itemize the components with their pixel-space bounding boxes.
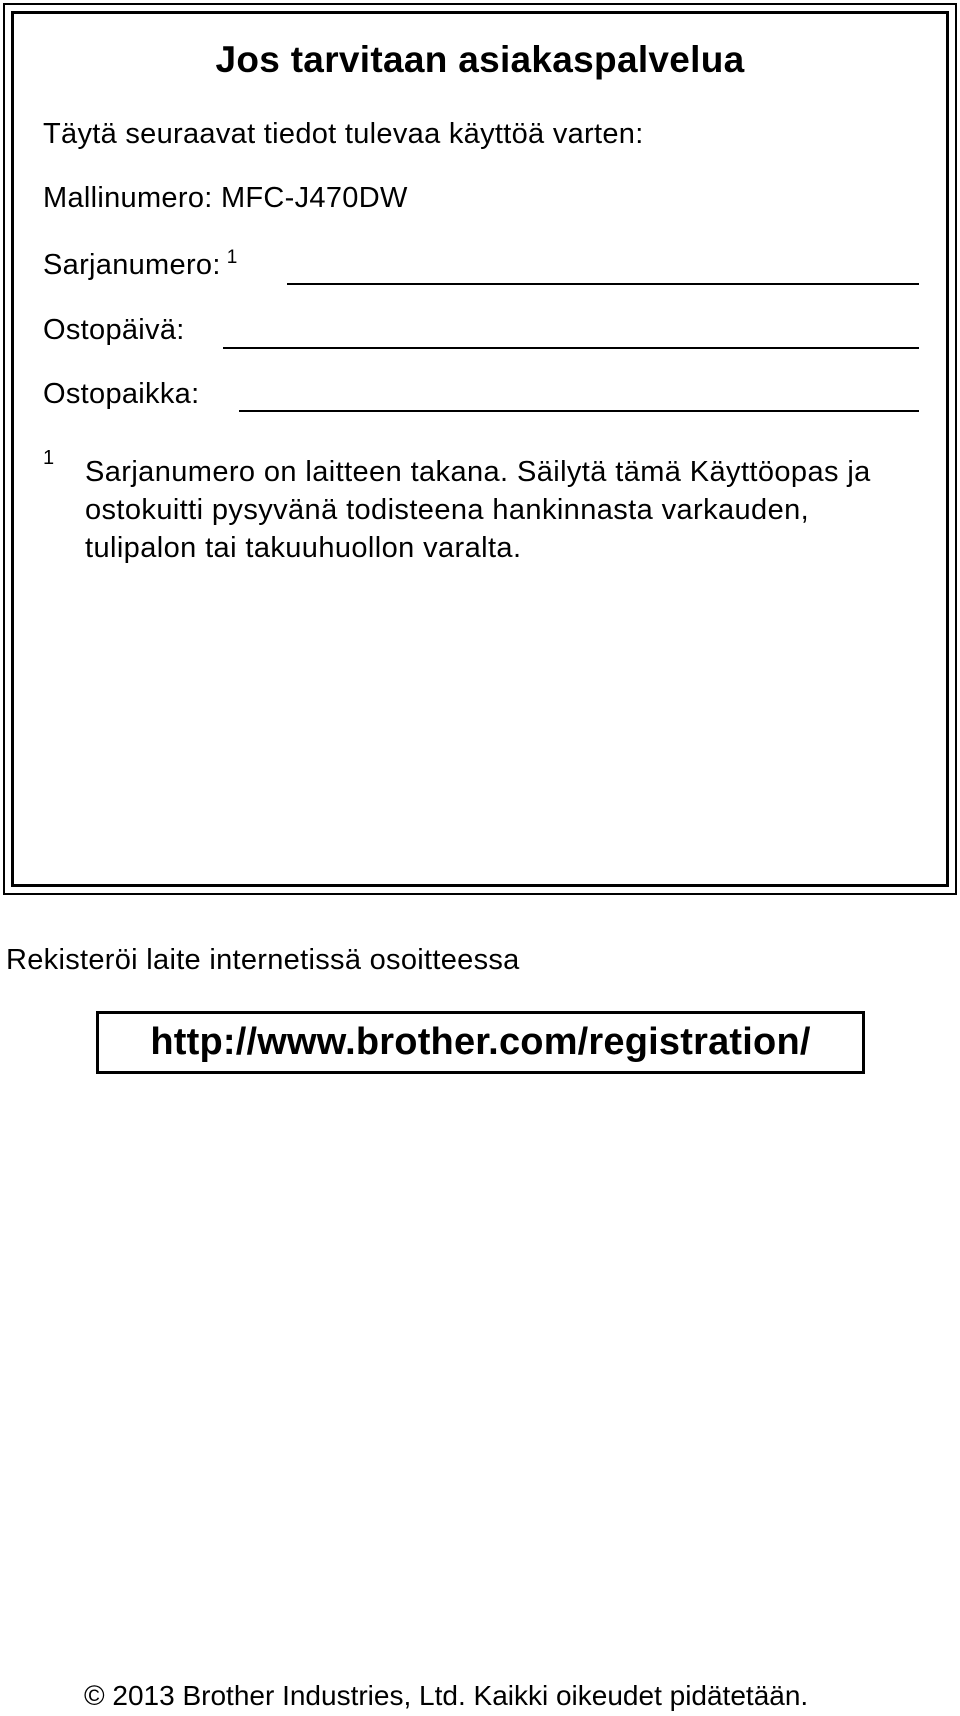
model-number-text: Mallinumero: MFC-J470DW — [43, 182, 408, 214]
page-title: Jos tarvitaan asiakaspalvelua — [215, 39, 745, 80]
intro-text: Täytä seuraavat tiedot tulevaa käyttöä varten: — [43, 118, 644, 150]
serial-number-footnote-ref: 1 — [226, 247, 238, 268]
purchase-date-blank-line[interactable] — [223, 347, 919, 349]
purchase-place-label: Ostopaikka: — [43, 378, 200, 410]
registration-url-link[interactable]: http://www.brother.com/registration/ — [150, 1021, 811, 1063]
serial-number-blank-line[interactable] — [287, 283, 919, 285]
footnote-mark: 1 — [43, 447, 55, 469]
registration-url-box — [96, 1011, 865, 1074]
footnote-text: Sarjanumero on laitteen takana. Säilytä tämä Käyttöopas ja ostokuitti pysyvänä todisteena hankinnasta varkauden, tulipalon tai takuuhuollon varalta. — [85, 456, 871, 564]
copyright-text: © 2013 Brother Industries, Ltd. Kaikki oikeudet pidätetään. — [84, 1680, 809, 1711]
purchase-place-blank-line[interactable] — [239, 410, 919, 412]
customer-service-box — [3, 3, 957, 895]
serial-number-row — [43, 247, 238, 282]
purchase-date-label: Ostopäivä: — [43, 314, 185, 346]
serial-number-label: Sarjanumero: — [43, 249, 221, 281]
registration-text: Rekisteröi laite internetissä osoitteessa — [6, 944, 520, 976]
